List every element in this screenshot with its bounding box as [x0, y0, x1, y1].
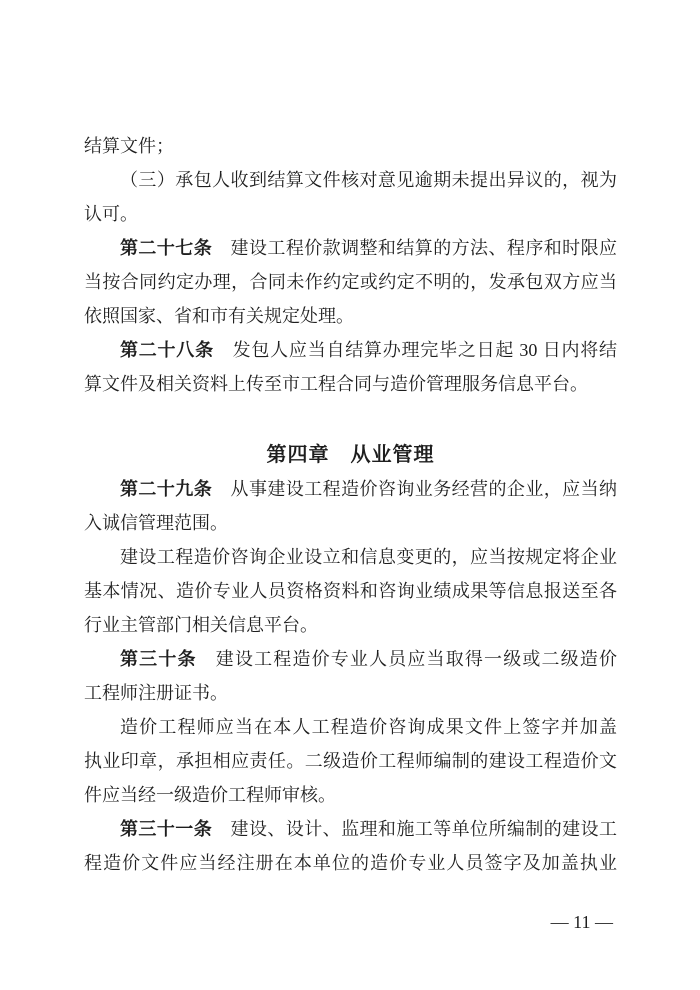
text-line: [84, 812, 617, 846]
paragraph: [84, 642, 617, 710]
text-segment: 建设工程价款调整和结算的方法、程序和时限应: [212, 238, 618, 258]
page-number: — 11 —: [550, 912, 613, 932]
text-segment: 建设、设计、监理和施工等单位所编制的建设工: [212, 819, 618, 839]
paragraph: [84, 472, 617, 540]
paragraph: [84, 540, 617, 642]
text-line: [84, 299, 617, 333]
text-segment: 行业主管部门相关信息平台。: [84, 615, 318, 635]
paragraph: [84, 710, 617, 812]
text-line: [84, 778, 617, 812]
paragraph: [84, 163, 617, 231]
article-number: 第三十条: [120, 649, 197, 669]
text-segment: 依照国家、省和市有关规定处理。: [84, 306, 354, 326]
paragraph: [84, 333, 617, 401]
text-line: [84, 642, 617, 676]
text-line: [84, 197, 617, 231]
text-segment: 程造价文件应当经注册在本单位的造价专业人员签字及加盖执业: [84, 853, 617, 873]
text-line: [84, 744, 617, 778]
text-segment: 当按合同约定办理，合同未作约定或约定不明的，发承包双方应当: [84, 272, 617, 292]
text-segment: 入诚信管理范围。: [84, 513, 228, 533]
text-line: [84, 540, 617, 574]
article-number: 第二十八条: [120, 340, 214, 360]
text-line: [84, 472, 617, 506]
article-number: 第二十九条: [120, 479, 213, 499]
text-line: [84, 608, 617, 642]
text-segment: 认可。: [84, 204, 138, 224]
text-line: [84, 367, 617, 401]
article-number: 第三十一条: [120, 819, 213, 839]
text-line: [84, 129, 617, 163]
document-body: [84, 129, 617, 880]
paragraph: [84, 812, 617, 880]
text-segment: 从事建设工程造价咨询业务经营的企业，应当纳: [212, 479, 618, 499]
text-segment: （三）承包人收到结算文件核对意见逾期未提出异议的，视为: [120, 170, 617, 190]
text-line: [84, 231, 617, 265]
text-line: [84, 574, 617, 608]
text-line: [84, 506, 617, 540]
text-line: [84, 676, 617, 710]
text-segment: 基本情况、造价专业人员资格资料和咨询业绩成果等信息报送至各: [84, 581, 617, 601]
text-segment: 结算文件；: [84, 136, 174, 156]
text-segment: 发包人应当自结算办理完毕之日起 30 日内将结: [213, 340, 618, 360]
text-segment: 执业印章，承担相应责任。二级造价工程师编制的建设工程造价文: [84, 751, 617, 771]
chapter-heading: 第四章 从业管理: [266, 444, 435, 466]
paragraph: [84, 129, 617, 163]
paragraph: [84, 231, 617, 333]
article-number: 第二十七条: [120, 238, 213, 258]
text-segment: 算文件及相关资料上传至市工程合同与造价管理服务信息平台。: [84, 374, 588, 394]
text-line: [84, 846, 617, 880]
text-segment: 件应当经一级造价工程师审核。: [84, 785, 336, 805]
text-line: [84, 333, 617, 367]
text-segment: 建设工程造价专业人员应当取得一级或二级造价: [196, 649, 617, 669]
text-segment: 工程师注册证书。: [84, 683, 228, 703]
text-segment: 建设工程造价咨询企业设立和信息变更的，应当按规定将企业: [120, 547, 617, 567]
text-segment: 造价工程师应当在本人工程造价咨询成果文件上签字并加盖: [120, 717, 617, 737]
text-line: [84, 163, 617, 197]
text-line: [84, 265, 617, 299]
text-line: [84, 710, 617, 744]
